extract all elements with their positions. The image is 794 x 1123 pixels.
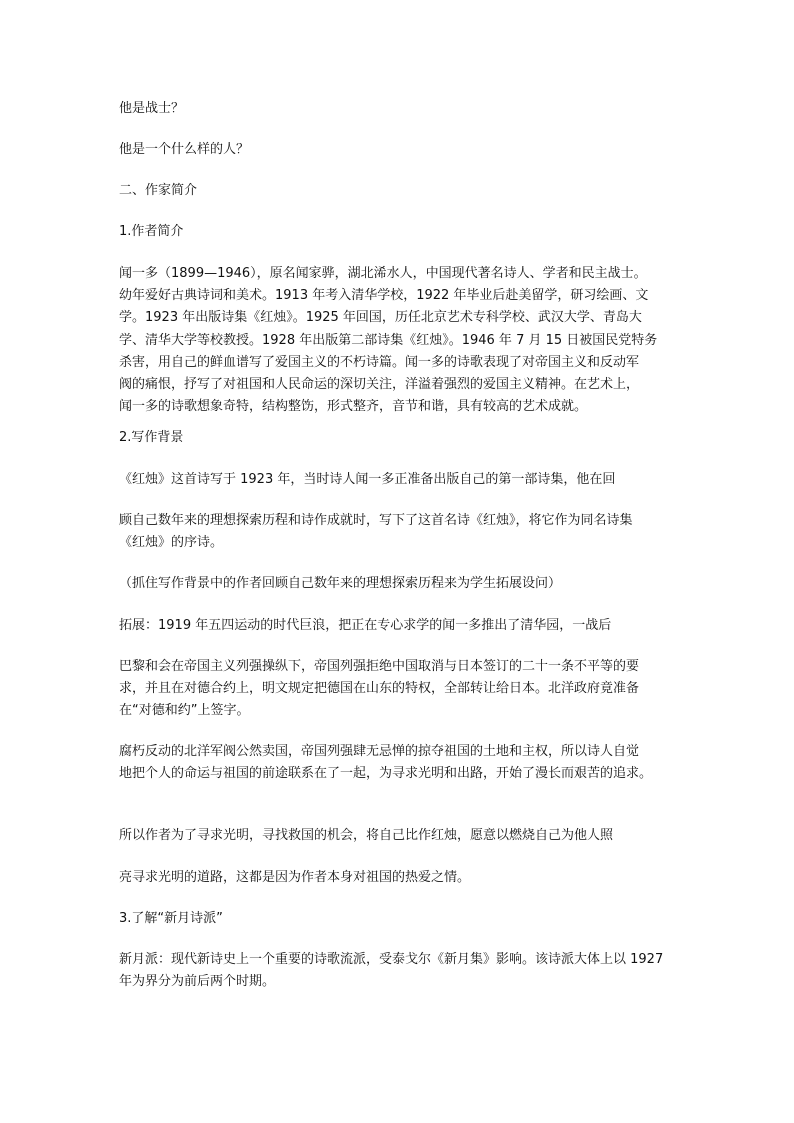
crescent-line: 新月派：现代新诗史上一个重要的诗歌流派，受泰戈尔《新月集》影响。该诗派大体上以 1927 bbox=[119, 952, 664, 967]
subheading-author-bio: 1.作者简介 bbox=[119, 224, 184, 239]
bio-line: 学。1923 年出版诗集《红烛》。1925 年回国，历任北京艺术专科学校、武汉大学、青岛大 bbox=[119, 310, 642, 326]
subheading-writing-background: 2.写作背景 bbox=[119, 430, 184, 445]
bio-line: 阀的痛恨，抒写了对祖国和人民命运的深切关注，洋溢着强烈的爱国主义精神。在艺术上， bbox=[119, 377, 640, 393]
bio-line: 杀害，用自己的鲜血谱写了爱国主义的不朽诗篇。闻一多的诗歌表现了对帝国主义和反动军 bbox=[119, 354, 640, 370]
subheading-crescent-school: 3.了解“新月诗派” bbox=[119, 911, 223, 926]
background-line: 《红烛》的序诗。 bbox=[119, 535, 224, 551]
conclusion-line-2: 亮寻求光明的道路，这都是因为作者本身对祖国的热爱之情。 bbox=[119, 870, 471, 885]
background-line-1: 《红烛》这首诗写于 1923 年，当时诗人闻一多正准备出版自己的第一部诗集，他在回 bbox=[119, 472, 616, 487]
extension-paragraph bbox=[119, 656, 685, 723]
extension-line: 巴黎和会在帝国主义列强操纵下，帝国列强拒绝中国取消与日本签订的二十一条不平等的要 bbox=[119, 659, 640, 674]
bio-line: 闻一多（1899—1946），原名闻家骅，湖北浠水人，中国现代著名诗人、学者和民主战士。 bbox=[119, 266, 647, 281]
warlord-paragraph bbox=[119, 741, 685, 785]
extension-line: 求，并且在对德合约上，明文规定把德国在山东的特权，全部转让给日本。北洋政府竟准备 bbox=[119, 681, 640, 697]
teaching-note: （抓住写作背景中的作者回顾自己数年来的理想探索历程来为学生拓展设问） bbox=[119, 576, 562, 591]
bio-line: 闻一多的诗歌想象奇特，结构整饬，形式整齐，音节和谐，具有较高的艺术成就。 bbox=[119, 399, 588, 415]
crescent-line: 年为界分为前后两个时期。 bbox=[119, 974, 276, 990]
background-line: 顾自己数年来的理想探索历程和诗作成就时，写下了这首名诗《红烛》，将它作为同名诗集 bbox=[119, 513, 633, 528]
section-heading-author-intro: 二、作家简介 bbox=[119, 183, 198, 198]
warlord-line: 地把个人的命运与祖国的前途联系在了一起，为寻求光明和出路，开始了漫长而艰苦的追求。 bbox=[119, 766, 653, 782]
question-warrior: 他是战士？ bbox=[119, 101, 185, 116]
conclusion-line-1: 所以作者为了寻求光明，寻找救国的机会，将自己比作红烛，愿意以燃烧自己为他人照 bbox=[119, 828, 614, 843]
crescent-school-paragraph bbox=[119, 949, 685, 993]
author-bio-paragraph bbox=[119, 263, 685, 418]
bio-line: 幼年爱好古典诗词和美术。1913 年考入清华学校，1922 年毕业后赴美留学，研习绘画、文 bbox=[119, 288, 649, 304]
bio-line: 学、清华大学等校教授。1928 年出版第二部诗集《红烛》。1946 年 7 月 15 日被国民党特务 bbox=[119, 332, 658, 348]
question-what-person: 他是一个什么样的人？ bbox=[119, 142, 250, 157]
extension-line-1: 拓展：1919 年五四运动的时代巨浪，把正在专心求学的闻一多推出了清华园，一战后 bbox=[119, 618, 612, 633]
warlord-line: 腐朽反动的北洋军阀公然卖国，帝国列强肆无忌惮的掠夺祖国的土地和主权，所以诗人自觉 bbox=[119, 744, 640, 759]
background-paragraph bbox=[119, 510, 685, 554]
extension-line: 在“对德和约”上签字。 bbox=[119, 703, 250, 719]
